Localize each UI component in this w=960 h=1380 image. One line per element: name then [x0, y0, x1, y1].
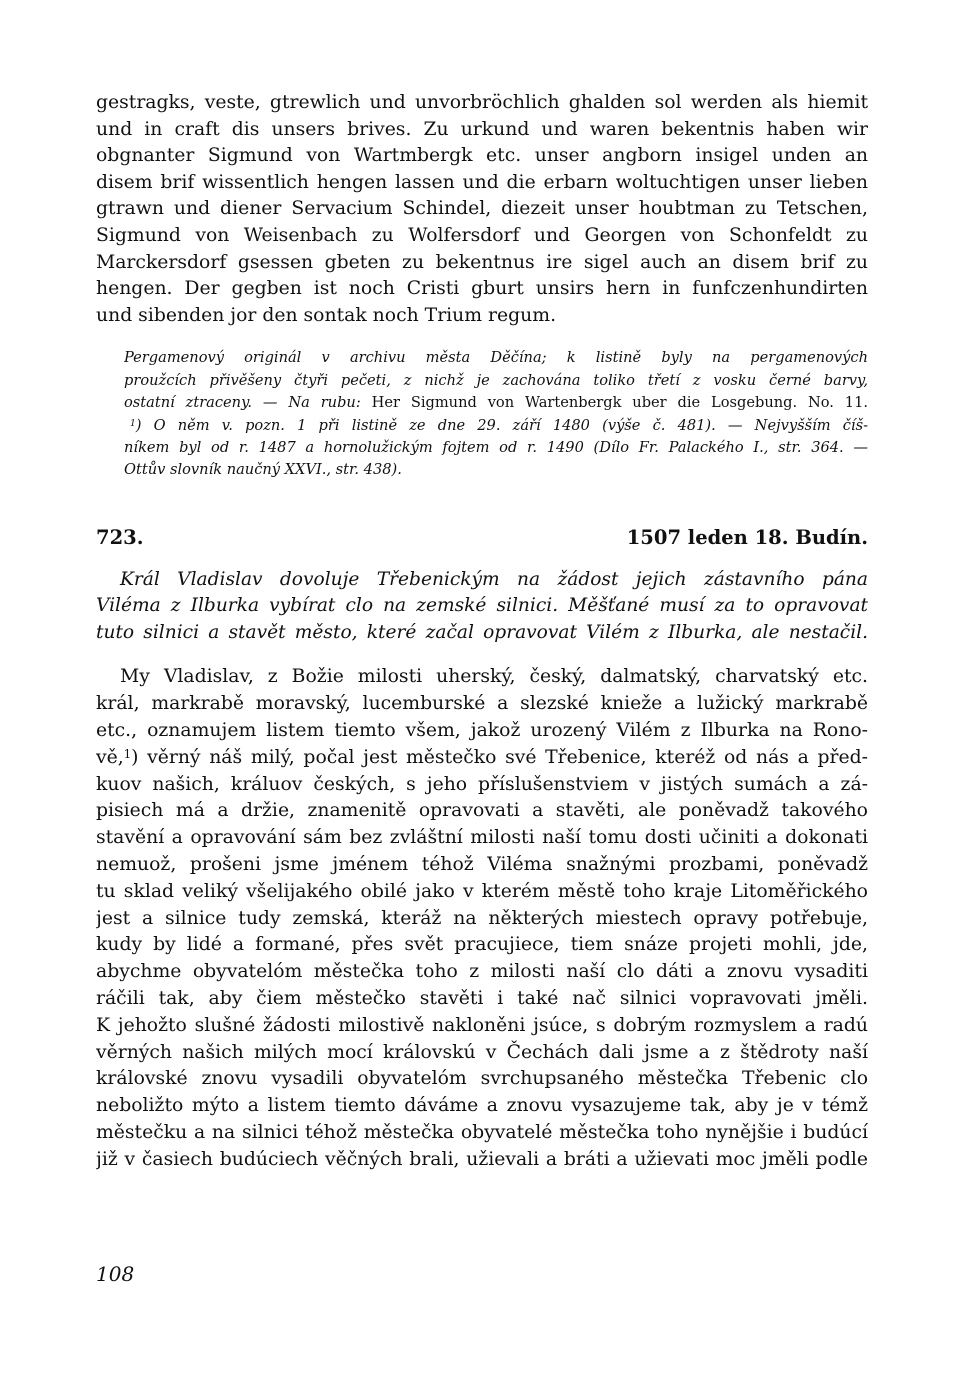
- text-line: kudy by lidé a formané, přes svět pracujiece, tiem snáze projeti mohli, jde,: [96, 934, 868, 956]
- footnote-reference: 1: [123, 746, 132, 761]
- page-number: 108: [96, 1262, 135, 1286]
- footnote-marker: 1: [130, 418, 136, 429]
- note-line: Pergamenový originál v archivu města Děčína; k listině byly na pergamenových: [124, 349, 868, 367]
- text-line: [96, 745, 868, 772]
- text-line: pisiech má a držie, znamenitě opravovati a stavěti, ale poněvadž takového: [96, 800, 868, 822]
- footnote-line: Ottův slovník naučný XXVI., str. 438).: [124, 461, 402, 479]
- footnote-text: ) O něm v. pozn. 1 při listině ze dne 29. září 1480 (výše č. 481). — Nejvyšším číš-: [135, 416, 868, 434]
- text-line: ráčili tak, aby čiem městečko stavěti i také nač silnici vopravovati jměli.: [96, 988, 868, 1010]
- footnote-line: níkem byl od r. 1487 a hornolužickým fojtem od r. 1490 (Dílo Fr. Palackého I., str. 364. —: [124, 438, 868, 456]
- text-line: nemuož, prošeni jsme jménem téhož Viléma snažnými prozbami, poněvadž: [96, 854, 868, 876]
- text-line: Marckersdorf gsessen gbeten zu bekentnus ire sigel auch an disem brif zu: [96, 251, 868, 273]
- document-regest: [96, 567, 868, 647]
- text-line: und sibenden jor den sontak noch Trium regum.: [96, 304, 557, 326]
- previous-document-text: [96, 90, 868, 329]
- text-segment: ) věrný náš milý, počal jest městečko své Třebenice, kteréž od nás a před-: [131, 746, 868, 768]
- document-date-place: 1507 leden 18. Budín.: [626, 525, 868, 549]
- text-line: král, markrabě moravský, lucemburské a slezské knieže a lužický markrabě: [96, 693, 868, 715]
- text-line: již v časiech budúciech věčných brali, užievali a bráti a užievati moc jměli podle: [96, 1148, 868, 1170]
- text-line: městečku a na silnici téhož městečka obyvatelé městečka toho nynějšie i budúcí: [96, 1122, 868, 1144]
- text-line: královské znovu vysadili obyvatelóm svrchupsaného městečka Třebenic clo: [96, 1068, 868, 1090]
- note-line: [124, 392, 868, 414]
- source-note: [124, 347, 868, 481]
- text-line: tu sklad veliký všelijakého obilé jako v kterém městě toho kraje Litoměřického: [96, 880, 868, 902]
- note-roman-part: Her Sigmund von Wartenbergk uber die Losgebung. No. 11.: [360, 394, 868, 412]
- document-header: [96, 526, 868, 549]
- text-line: My Vladislav, z Božie milosti uherský, český, dalmatský, charvatský etc.: [120, 666, 868, 688]
- page-content: [96, 90, 868, 1174]
- text-line: disem brif wissentlich hengen lassen und die erbarn woltuchtigen unser lieben: [96, 171, 868, 193]
- text-line: gestragks, veste, gtrewlich und unvorbröchlich ghalden sol werden als hiemit: [96, 92, 868, 113]
- text-line: neboližto mýto a listem tiemto dáváme a znovu vysazujeme tak, aby je v témž: [96, 1095, 868, 1117]
- text-line: stavění a opravování sám bez zvláštní milosti naší tomu dosti učiniti a dokonati: [96, 827, 868, 849]
- text-line: kuov našich, králuov českých, s jeho příslušenstviem v jistých sumách a zá-: [96, 773, 868, 795]
- note-italic-part: ostatní ztraceny. — Na rubu:: [124, 394, 361, 412]
- text-line: gtrawn und diener Servacium Schindel, diezeit unser houbtman zu Tetschen,: [96, 198, 868, 220]
- regest-line: tuto silnici a stavět město, které začal opravovat Vilém z Ilburka, ale nestačil.: [96, 621, 868, 643]
- text-line: hengen. Der gegben ist noch Cristi gburt unsirs hern in funfczenhundirten: [96, 278, 868, 300]
- text-line: K jehožto slušné žádosti milostivě nakloněni jsúce, s dobrým rozmyslem a radú: [96, 1014, 868, 1036]
- text-line: jest a silnice tudy zemská, kteráž na některých miestech opravy potřebuje,: [96, 907, 868, 929]
- note-line: proužcích přivěšeny čtyři pečeti, z nichž je zachována toliko třetí z vosku černé barvy,: [124, 371, 868, 389]
- text-segment: vě,: [96, 746, 124, 768]
- text-line: Sigmund von Weisenbach zu Wolfersdorf und Georgen von Schonfeldt zu: [96, 224, 868, 246]
- regest-line: Král Vladislav dovoluje Třebenickým na žádost jejich zástavního pána: [120, 568, 868, 590]
- document-text: [96, 664, 868, 1173]
- text-line: věrných našich milých mocí královskú v Čechách dali jsme a z štědroty naší: [96, 1041, 868, 1063]
- text-line: etc., oznamujem listem tiemto všem, jakož urozený Vilém z Ilburka na Rono-: [96, 720, 868, 742]
- text-line: obgnanter Sigmund von Wartmbergk etc. unser angborn insigel unden an: [96, 145, 868, 167]
- regest-line: Viléma z Ilburka vybírat clo na zemské silnici. Měšťané musí za to opravovat: [96, 595, 868, 617]
- text-line: abychme obyvatelóm městečka toho z milosti naší clo dáti a znovu vysaditi: [96, 961, 868, 983]
- footnote-line: [124, 415, 868, 437]
- document-number: 723.: [96, 525, 144, 549]
- text-line: und in craft dis unsers brives. Zu urkund und waren bekentnis haben wir: [96, 118, 868, 140]
